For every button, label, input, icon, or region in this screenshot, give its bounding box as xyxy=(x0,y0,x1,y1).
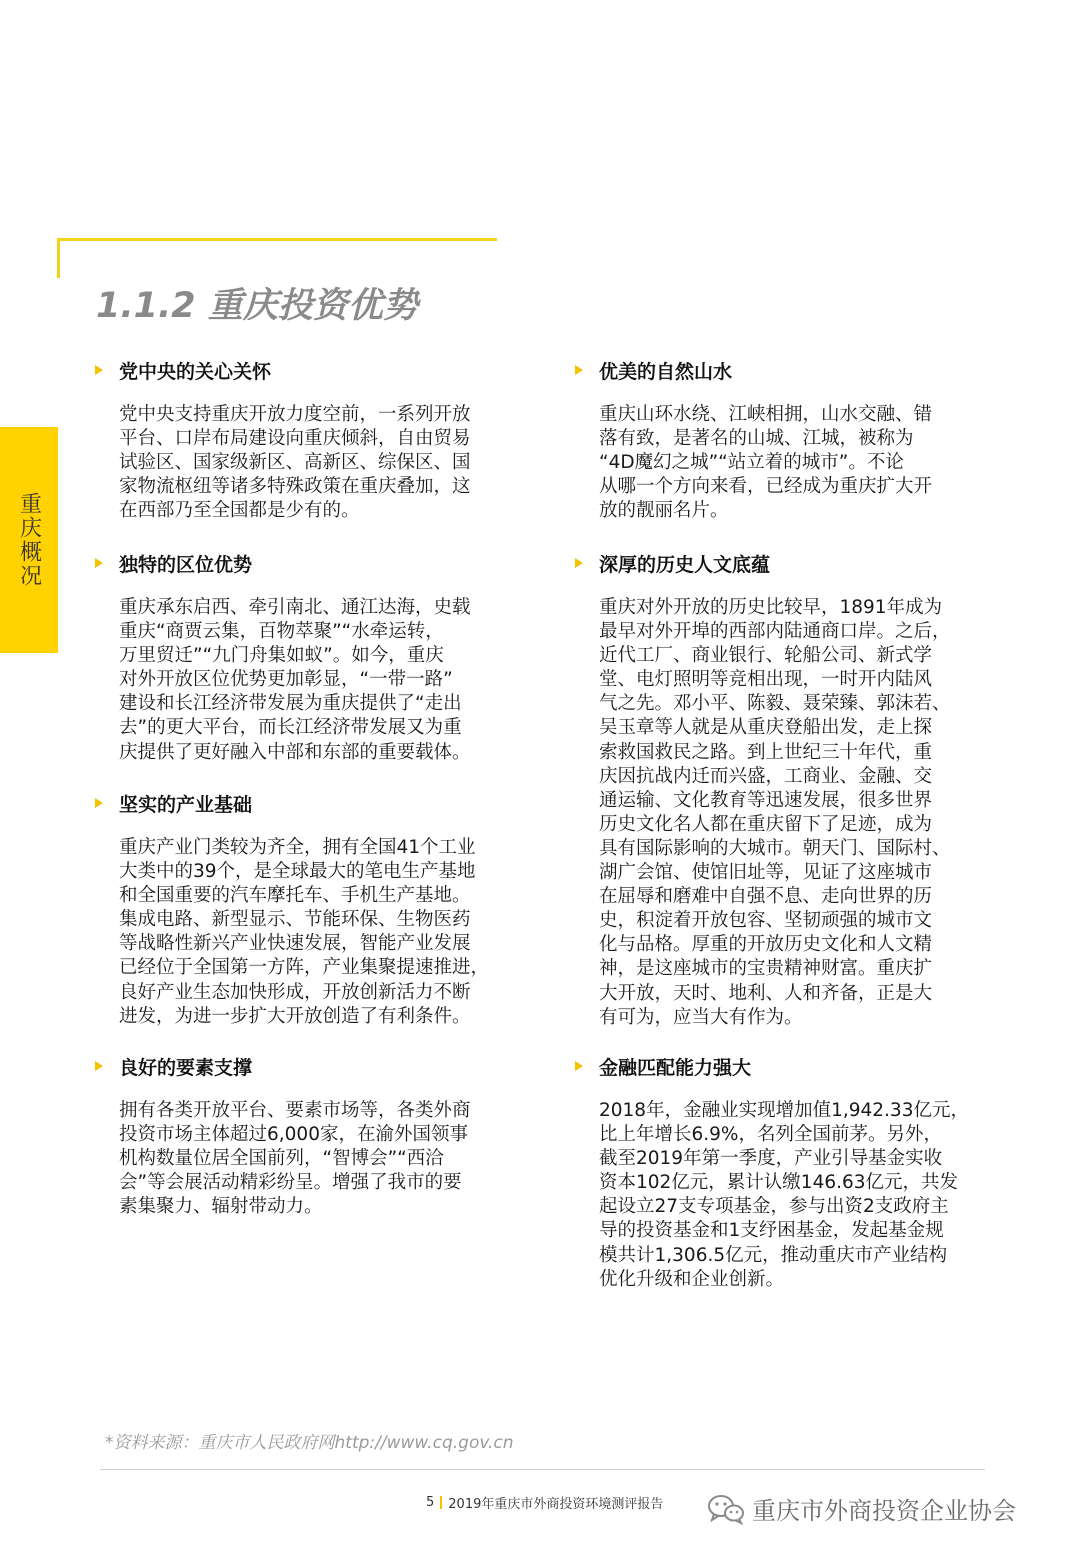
body-line: 已经位于全国第一方阵，产业集聚提速推进， xyxy=(119,957,490,979)
body-line: 湖广会馆、使馆旧址等，见证了这座城市 xyxy=(599,862,933,884)
footer-separator xyxy=(440,1496,442,1509)
body-line: 史，积淀着开放包容、坚韧顽强的城市文 xyxy=(599,910,933,932)
triangle-bullet-icon xyxy=(575,1061,583,1071)
article-body xyxy=(119,1099,471,1219)
body-line: 等战略性新兴产业快速发展，智能产业发展 xyxy=(119,933,471,955)
body-line: 优化升级和企业创新。 xyxy=(599,1268,785,1290)
article-block xyxy=(119,356,471,523)
triangle-bullet-icon xyxy=(95,1061,103,1071)
body-line: 重庆对外开放的历史比较早，1891年成为 xyxy=(599,597,943,618)
body-line: 建设和长江经济带发展为重庆提供了“走出 xyxy=(119,693,462,715)
body-line: 大开放，天时、地利、人和齐备，正是大 xyxy=(599,982,933,1004)
article-heading-row xyxy=(575,549,951,577)
page-footer xyxy=(426,1493,663,1512)
body-line: 历史文化名人都在重庆留下了足迹，成为 xyxy=(599,813,933,835)
article-body xyxy=(599,1099,969,1292)
side-tab xyxy=(0,427,58,653)
body-line: 重庆产业门类较为齐全，拥有全国41个工业 xyxy=(119,837,476,858)
section-title: 1.1.2 重庆投资优势 xyxy=(96,286,418,326)
triangle-bullet-icon xyxy=(575,558,583,568)
article-body xyxy=(119,836,489,1029)
article-heading: 优美的自然山水 xyxy=(599,360,733,383)
wechat-icon xyxy=(706,1493,746,1525)
body-line: 进发，为进一步扩大开放创造了有利条件。 xyxy=(119,1005,471,1027)
body-line: 机构数量位居全国前列，“智博会”“西洽 xyxy=(119,1148,444,1170)
body-line: 模共计1,306.5亿元，推动重庆市产业结构 xyxy=(599,1244,948,1266)
body-line: 资本102亿元，累计认缴146.63亿元，共发 xyxy=(599,1172,959,1194)
body-line: 近代工厂、商业银行、轮船公司、新式学 xyxy=(599,645,933,667)
body-line: 庆因抗战内迁而兴盛，工商业、金融、交 xyxy=(599,765,933,787)
article-heading-row xyxy=(575,1052,969,1080)
article-block xyxy=(599,356,932,523)
body-line: 试验区、国家级新区、高新区、综保区、国 xyxy=(119,452,471,474)
body-line: 党中央支持重庆开放力度空前，一系列开放 xyxy=(119,404,471,425)
body-line: 气之先。邓小平、陈毅、聂荣臻、郭沫若、 xyxy=(599,693,951,715)
article-heading-row xyxy=(95,789,489,817)
article-body xyxy=(599,403,932,523)
article-heading: 良好的要素支撑 xyxy=(119,1056,253,1079)
body-line: 万里贸迁”“九门舟集如蚁”。如今，重庆 xyxy=(119,645,444,667)
triangle-bullet-icon xyxy=(95,798,103,808)
body-line: 落有致，是著名的山城、江城，被称为 xyxy=(599,428,914,450)
article-block xyxy=(119,549,471,765)
body-line: 在屈辱和磨难中自强不息、走向世界的历 xyxy=(599,886,933,908)
body-line: 平台、口岸布局建设向重庆倾斜，自由贸易 xyxy=(119,428,471,450)
article-body xyxy=(119,403,471,523)
article-heading: 金融匹配能力强大 xyxy=(599,1056,752,1079)
body-line: 重庆“商贾云集，百物萃聚”“水牵运转， xyxy=(119,621,444,643)
article-block xyxy=(119,789,489,1029)
body-line: 在西部乃至全国都是少有的。 xyxy=(119,500,360,522)
triangle-bullet-icon xyxy=(95,558,103,568)
body-line: 投资市场主体超过6,000家，在渝外国领事 xyxy=(119,1124,468,1146)
side-tab-label: 重庆概况 xyxy=(16,492,42,588)
body-line: 比上年增长6.9%，名列全国前茅。另外， xyxy=(599,1124,943,1146)
body-line: 重庆承东启西、牵引南北、通江达海，史载 xyxy=(119,597,471,618)
article-heading-row xyxy=(95,1052,471,1080)
article-body xyxy=(119,596,471,765)
body-line: 导的投资基金和1支纾困基金，发起基金规 xyxy=(599,1220,944,1242)
body-line: 化与品格。厚重的开放历史文化和人文精 xyxy=(599,934,933,956)
article-heading: 独特的区位优势 xyxy=(119,553,253,576)
body-line: 放的靓丽名片。 xyxy=(599,500,729,522)
page-number: 5 xyxy=(426,1495,435,1510)
article-block xyxy=(599,549,951,1030)
article-block xyxy=(119,1052,471,1219)
article-body xyxy=(599,596,951,1030)
body-line: 有可为，应当大有作为。 xyxy=(599,1006,803,1028)
body-line: 和全国重要的汽车摩托车、手机生产基地。 xyxy=(119,885,471,907)
body-line: “4D魔幻之城”“站立着的城市”。不论 xyxy=(599,452,904,474)
body-line: 对外开放区位优势更加彰显，“一带一路” xyxy=(119,669,453,691)
body-line: 素集聚力、辐射带动力。 xyxy=(119,1196,323,1218)
body-line: 从哪一个方向来看，已经成为重庆扩大开 xyxy=(599,476,933,498)
body-line: 去”的更大平台，而长江经济带发展又为重 xyxy=(119,717,462,739)
title-bracket xyxy=(57,238,497,278)
body-line: 索救国救民之路。到上世纪三十年代，重 xyxy=(599,741,933,763)
body-line: 堂、电灯照明等竞相出现，一时开内陆风 xyxy=(599,669,933,691)
body-line: 庆提供了更好融入中部和东部的重要载体。 xyxy=(119,741,471,763)
triangle-bullet-icon xyxy=(575,365,583,375)
body-line: 截至2019年第一季度，产业引导基金实收 xyxy=(599,1148,943,1170)
article-heading-row xyxy=(95,549,471,577)
article-heading: 党中央的关心关怀 xyxy=(119,360,272,383)
body-line: 最早对外开埠的西部内陆通商口岸。之后， xyxy=(599,621,951,643)
body-line: 神，是这座城市的宝贵精神财富。重庆扩 xyxy=(599,958,933,980)
article-heading-row xyxy=(575,356,932,384)
body-line: 通运输、文化教育等迅速发展，很多世界 xyxy=(599,789,933,811)
report-title: 2019年重庆市外商投资环境测评报告 xyxy=(448,1497,664,1512)
article-heading: 坚实的产业基础 xyxy=(119,793,253,816)
body-line: 大类中的39个，是全球最大的笔电生产基地 xyxy=(119,861,476,883)
watermark xyxy=(706,1491,1016,1526)
body-line: 拥有各类开放平台、要素市场等，各类外商 xyxy=(119,1100,471,1121)
source-note: *资料来源：重庆市人民政府网http://www.cq.gov.cn xyxy=(105,1433,514,1453)
body-line: 具有国际影响的大城市。朝天门、国际村、 xyxy=(599,837,951,859)
article-heading-row xyxy=(95,356,471,384)
watermark-text: 重庆市外商投资企业协会 xyxy=(752,1497,1016,1525)
body-line: 吴玉章等人就是从重庆登船出发，走上探 xyxy=(599,717,933,739)
article-heading: 深厚的历史人文底蕴 xyxy=(599,553,771,576)
body-line: 家物流枢纽等诸多特殊政策在重庆叠加，这 xyxy=(119,476,471,498)
footer-divider xyxy=(100,1469,985,1470)
article-block xyxy=(599,1052,969,1292)
body-line: 会”等会展活动精彩纷呈。增强了我市的要 xyxy=(119,1172,462,1194)
body-line: 起设立27支专项基金，参与出资2支政府主 xyxy=(599,1196,949,1218)
body-line: 良好产业生态加快形成，开放创新活力不断 xyxy=(119,981,471,1003)
body-line: 集成电路、新型显示、节能环保、生物医药 xyxy=(119,909,471,931)
body-line: 重庆山环水绕、江峡相拥，山水交融、错 xyxy=(599,404,933,425)
triangle-bullet-icon xyxy=(95,365,103,375)
body-line: 2018年，金融业实现增加值1,942.33亿元， xyxy=(599,1100,969,1121)
